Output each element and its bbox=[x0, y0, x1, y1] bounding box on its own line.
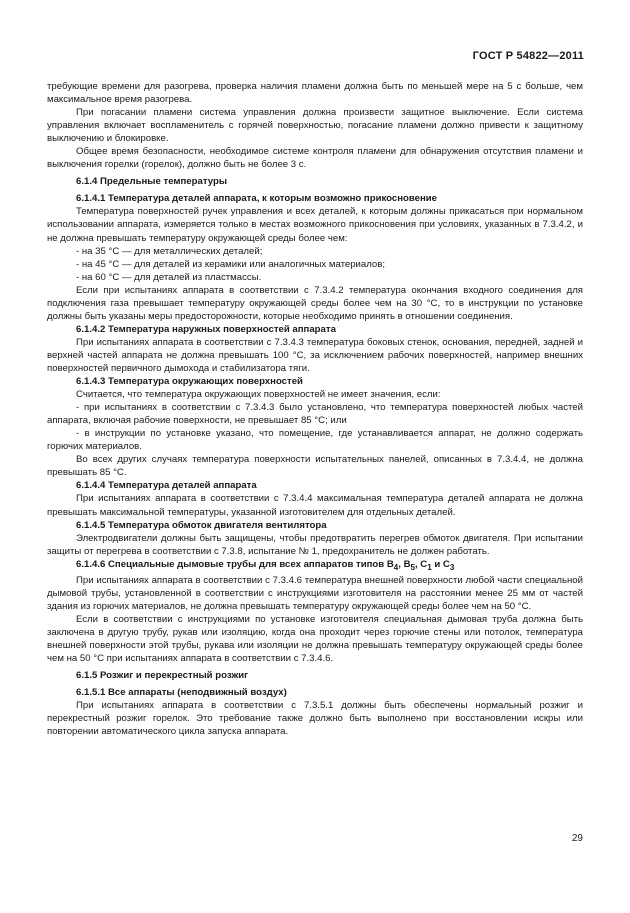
paragraph: Считается, что температура окружающих поверхностей не имеет значения, если: bbox=[76, 389, 441, 401]
paragraph: Электродвигатели должны быть защищены, чтобы предотвратить перегрев обмоток двигателя. При испытании защиты от перегрева в соответствии с 7.3.8, испытание № 1, предохранитель не должен работать. bbox=[47, 532, 583, 557]
heading-text: , В bbox=[398, 558, 411, 570]
subsection-heading: 6.1.5.1 Все аппараты (неподвижный воздух) bbox=[76, 687, 287, 699]
paragraph: Во всех других случаях температура поверхности испытательных панелей, описанных в 7.3.4.4, не должна превышать 85 °С. bbox=[47, 454, 583, 479]
section-heading: 6.1.4 Предельные температуры bbox=[76, 176, 228, 188]
paragraph: При испытаниях аппарата в соответствии с 7.3.4.4 максимальная температура деталей аппарата не должна превышать максимальной температуры, указанной изготовителем для отдельных деталей. bbox=[47, 493, 583, 518]
paragraph: При погасании пламени система управления должна произвести защитное выключение. Если система управления включает воспламенитель с горячей поверхностью, погасание пламени должно привести к защитному выключению и блокировке. bbox=[47, 107, 583, 145]
list-item: - на 45 °С — для деталей из керамики или аналогичных материалов; bbox=[76, 258, 386, 270]
paragraph: При испытаниях аппарата в соответствии с 7.3.4.6 температура внешней поверхности любой части специальной дымовой трубы, установленной в соответствии с инструкциями изготовителя на расстоянии менее 25 мм от частей здания из горючих материалов, не должна превышать температуру окружающей среды более чем на 50 °С. bbox=[47, 574, 583, 612]
paragraph: При испытаниях аппарата в соответствии с 7.3.5.1 должны быть обеспечены нормальный розжиг и перекрестный розжиг горелок. Это требование также должно быть выполнено при восстановлении искры или повторении автоматического цикла запуска аппарата. bbox=[47, 700, 583, 738]
heading-text: и С bbox=[431, 558, 450, 570]
standard-header: ГОСТ Р 54822—2011 bbox=[472, 50, 584, 62]
subsection-heading bbox=[47, 558, 583, 574]
subscript: 4 bbox=[393, 562, 399, 572]
page-number: 29 bbox=[571, 833, 583, 844]
subsection-heading: 6.1.4.1 Температура деталей аппарата, к которым возможно прикосновение bbox=[76, 193, 438, 205]
list-item: - на 35 °С — для металлических деталей; bbox=[76, 245, 263, 257]
document-body bbox=[47, 80, 583, 738]
subsection-heading: 6.1.4.3 Температура окружающих поверхностей bbox=[76, 376, 303, 388]
heading-text: 6.1.4.6 Специальные дымовые трубы для всех аппаратов типов В bbox=[76, 558, 394, 570]
paragraph: Если в соответствии с инструкциями по установке изготовителя специальная дымовая труба должна быть заключена в другую трубу, рукав или изоляцию, когда она проходит через горючие стены или потолок, температура внешней поверхности этой трубы, рукава или изоляции не должна превышать температуру окружающей среды более чем на 50 °С при испытаниях аппарата в соответствии с 7.3.4.6. bbox=[47, 613, 583, 664]
subscript: 1 bbox=[427, 562, 432, 572]
paragraph: Если при испытаниях аппарата в соответствии с 7.3.4.2 температура окончания входного соединения для подключения газа превышает температуру окружающей среды более чем на 30 °С, то в инструкции по установке должны быть указаны меры предосторожности, которые необходимо принять в отношении соединения. bbox=[47, 284, 583, 322]
paragraph: При испытаниях аппарата в соответствии с 7.3.4.3 температура боковых стенок, основания, передней, задней и верхней частей аппарата не должна превышать 100 °С, за исключением рабочих поверхностей, например внешних поверхностей первичного дымохода и стабилизатора тяги. bbox=[47, 336, 583, 374]
heading-text: , С bbox=[414, 558, 428, 570]
section-heading: 6.1.5 Розжиг и перекрестный розжиг bbox=[76, 669, 249, 681]
subscript: 3 bbox=[449, 562, 455, 572]
subscript: 5 bbox=[410, 562, 415, 572]
subsection-heading: 6.1.4.2 Температура наружных поверхностей аппарата bbox=[76, 323, 336, 335]
paragraph: Температура поверхностей ручек управления и всех деталей, к которым должны прикасаться при нормальном использовании аппарата, измеряется только в местах возможного прикосновения при условиях, указанных в 7.3.4.2, и не должна превышать температуру окружающей среды более чем: bbox=[47, 206, 583, 244]
paragraph: - в инструкции по установке указано, что помещение, где устанавливается аппарат, не должно содержать горючих материалов. bbox=[47, 428, 583, 453]
paragraph: требующие времени для разогрева, проверка наличия пламени должна быть по меньшей мере на 5 с больше, чем максимальное время разогрева. bbox=[47, 81, 583, 106]
paragraph: - при испытаниях в соответствии с 7.3.4.3 было установлено, что температура поверхностей любых частей аппарата, включая рабочие поверхности, не превышает 85 °С; или bbox=[47, 402, 583, 427]
subsection-heading: 6.1.4.4 Температура деталей аппарата bbox=[76, 480, 257, 492]
list-item: - на 60 °С — для деталей из пластмассы. bbox=[76, 271, 262, 283]
paragraph: Общее время безопасности, необходимое системе контроля пламени для обнаружения отсутствия пламени и выключения горелки (горелок), должно быть не более 3 с. bbox=[47, 146, 583, 171]
subsection-heading: 6.1.4.5 Температура обмоток двигателя вентилятора bbox=[76, 519, 327, 531]
